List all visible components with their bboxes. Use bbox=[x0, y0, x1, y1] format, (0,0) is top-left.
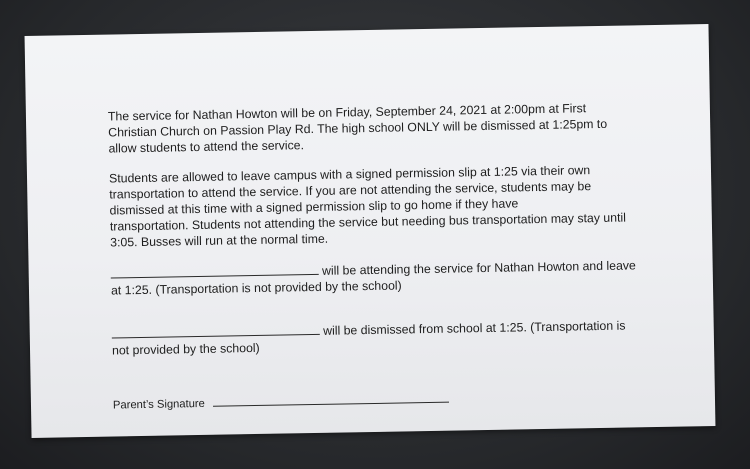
parent-signature-line[interactable] bbox=[213, 391, 449, 407]
service-announcement-paragraph: The service for Nathan Howton will be on Friday, September 24, 2021 at 2:00pm at First Christian Church on Passion Play Rd. The high school ONLY will be dismissed at 1:25pm to allow students to attend the service. bbox=[107, 101, 608, 156]
dismissed-option-text-continued: not provided by the school) bbox=[111, 340, 260, 358]
dismissal-rules-paragraph: Students are allowed to leave campus with a signed permission slip at 1:25 via their own transportation to attend the service. If you are not attending the service, students may be dismissed at this time with a signed permission slip to go home if they have transportation. Students not attending the service but needing bus transportation may stay until 3:05. Busses will run at the normal time. bbox=[108, 163, 627, 250]
attending-option-text-continued: at 1:25. (Transportation is not provided by the school) bbox=[110, 278, 402, 298]
permission-slip-paper bbox=[25, 24, 716, 438]
document-content bbox=[108, 99, 653, 413]
dismissed-option bbox=[112, 315, 653, 358]
dismissed-option-text: will be dismissed from school at 1:25. (Transportation is bbox=[323, 318, 626, 338]
parent-signature-row bbox=[113, 387, 653, 413]
paper-body bbox=[25, 24, 716, 438]
student-name-blank-dismissed[interactable] bbox=[112, 321, 320, 339]
attending-option-text: will be attending the service for Nathan Howton and leave bbox=[321, 258, 636, 278]
parent-signature-label: Parent’s Signature bbox=[112, 397, 205, 412]
student-name-blank-attending[interactable] bbox=[111, 261, 319, 279]
attending-option bbox=[111, 255, 652, 298]
